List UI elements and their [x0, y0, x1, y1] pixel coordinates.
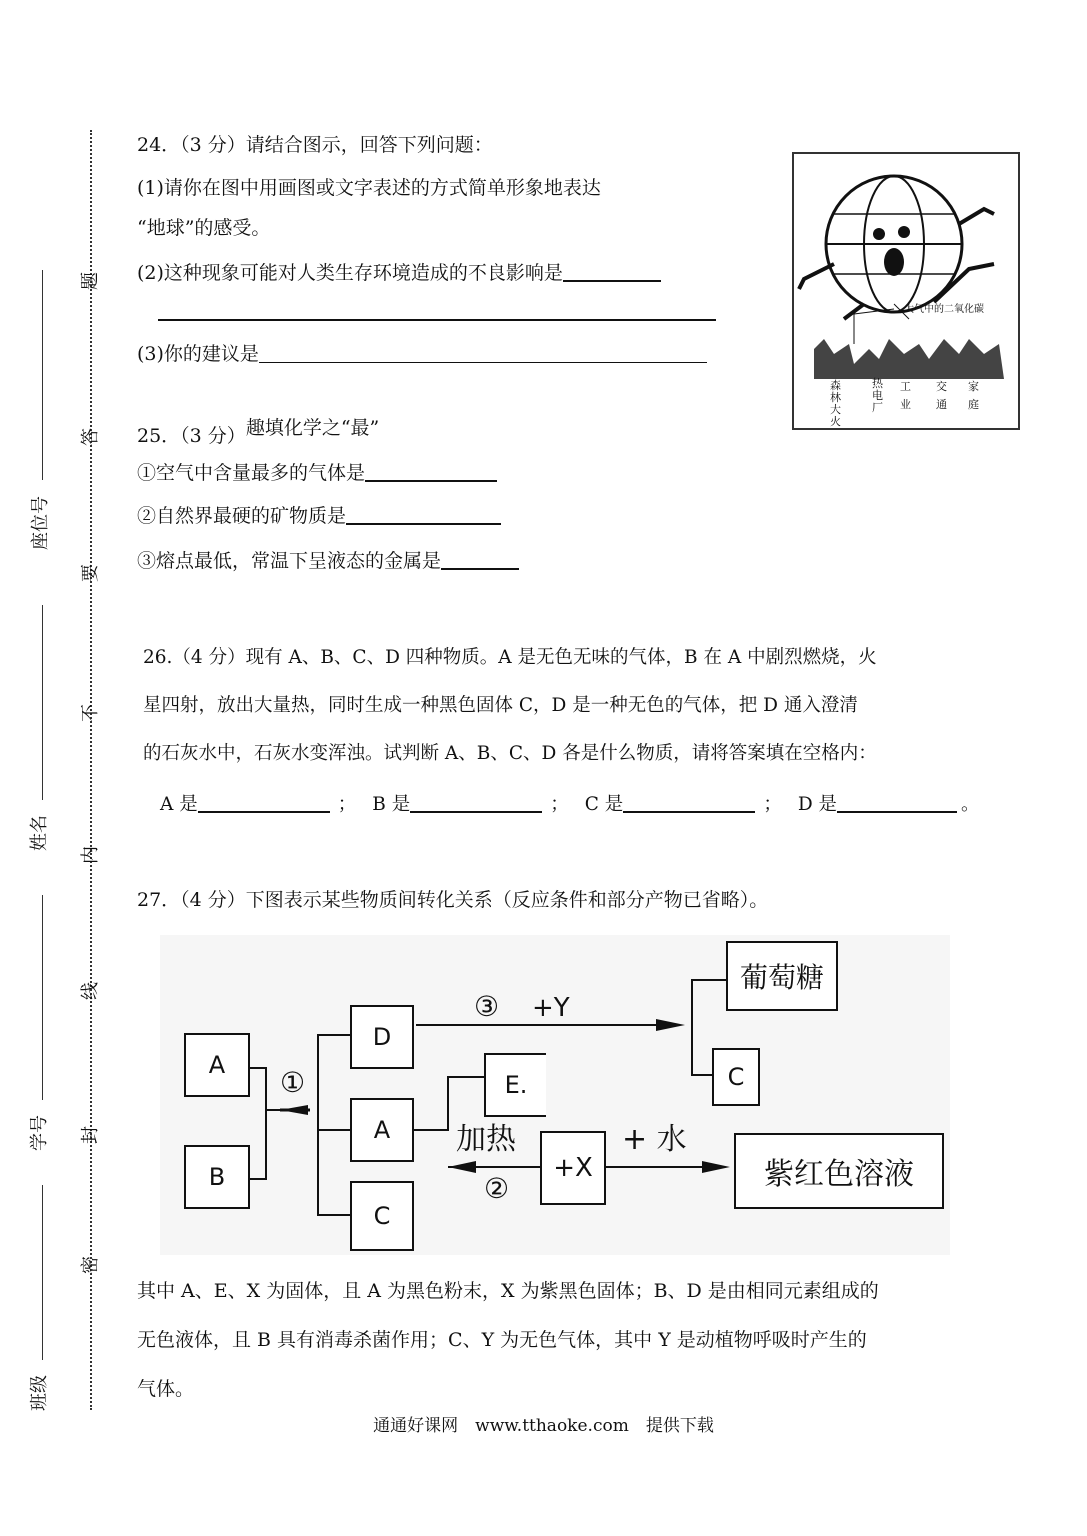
transformation-diagram — [160, 935, 950, 1255]
q24-line4-text: (3)你的建议是 — [137, 343, 259, 365]
q27-para1: 其中 A、E、X 为固体，且 A 为黑色粉末，X 为紫黑色固体；B、D 是由相同元素组成的 — [137, 1280, 879, 1302]
label-heating: 加热 — [456, 1122, 516, 1157]
q26-line3: 的石灰水中，石灰水变浑浊。试判断 A、B、C、D 各是什么物质，请将答案填在空格内： — [143, 743, 877, 764]
q25-answer-blank-1[interactable] — [365, 462, 497, 482]
seal-char: 不 — [80, 704, 101, 722]
student-id-label: 学号 — [29, 1115, 50, 1151]
label-step-2: ② — [484, 1172, 510, 1205]
q26-answer-b-blank[interactable] — [410, 793, 542, 813]
label-step-3: ③ — [474, 990, 500, 1023]
q26-line2: 星四射，放出大量热，同时生成一种黑色固体 C，D 是一种无色的气体，把 D 通入澄清 — [143, 695, 858, 716]
q27-header: 27．（4 分）下图表示某些物质间转化关系（反应条件和部分产物已省略）。 — [137, 889, 769, 911]
q26-answer-a-blank[interactable] — [198, 793, 330, 813]
q26-answer-b-label: B 是 — [372, 794, 411, 815]
q26-line1: 26.（4 分）现有 A、B、C、D 四种物质。A 是无色无味的气体，B 在 A 中剧烈燃烧，火 — [143, 647, 877, 668]
class-line — [42, 1185, 43, 1360]
q25-item-3 — [137, 550, 519, 571]
q24-answer-blank-2[interactable] — [158, 319, 716, 321]
separator: ； — [763, 794, 782, 815]
q24-line2: “地球”的感受。 — [137, 217, 271, 239]
student-id-line — [42, 895, 43, 1100]
box-c-product: C — [350, 1181, 414, 1251]
seal-char: 密 — [80, 1256, 101, 1274]
seal-char: 内 — [80, 846, 101, 864]
seal-char: 封 — [80, 1126, 101, 1144]
source-forest-fire: 森林大火 — [830, 379, 841, 429]
q25-item-1 — [137, 462, 497, 483]
label-plus-y: +Y — [532, 993, 570, 1023]
seal-char: 线 — [80, 982, 101, 1000]
q27-para2: 无色液体，且 B 具有消毒杀菌作用；C、Y 为无色气体，其中 Y 是动植物呼吸时产生的 — [137, 1329, 867, 1351]
seat-number-line — [42, 270, 43, 480]
box-c-result: C — [712, 1048, 760, 1106]
source-power-plant: 热电厂 — [872, 377, 883, 415]
co2-caption: 大气中的二氧化碳 — [904, 304, 984, 315]
box-d: D — [350, 1005, 414, 1069]
q24-answer-blank-3[interactable] — [259, 344, 707, 363]
q25-item-2 — [137, 505, 501, 526]
box-a-product: A — [350, 1098, 414, 1162]
q26-answer-c-blank[interactable] — [623, 793, 755, 813]
binding-dotted-line — [90, 130, 92, 1410]
box-b-reactant: B — [184, 1145, 250, 1209]
q26-answer-a-label: A 是 — [160, 794, 198, 815]
q24-line4 — [137, 344, 707, 364]
q24-answer-blank-1[interactable] — [563, 262, 661, 282]
q25-item-3-text: ③熔点最低，常温下呈液态的金属是 — [137, 550, 442, 572]
separator: ； — [550, 794, 569, 815]
label-step-1: ① — [280, 1066, 306, 1099]
footer-source: 通通好课网 www.tthaoke.com 提供下载 — [373, 1416, 714, 1436]
q25-answer-blank-3[interactable] — [441, 550, 519, 570]
q26-end: 。 — [961, 794, 980, 815]
box-glucose: 葡萄糖 — [726, 941, 838, 1011]
q25-number: 25．（3 分） — [137, 425, 246, 447]
seat-number-label: 座位号 — [30, 496, 51, 550]
q26-answer-d-label: D 是 — [797, 794, 838, 815]
source-traffic: 交通 — [936, 380, 947, 411]
seal-char: 要 — [80, 564, 101, 582]
box-a-reactant: A — [184, 1033, 250, 1097]
source-industry: 工业 — [900, 380, 911, 411]
seal-char: 题 — [80, 272, 101, 290]
q25-answer-blank-2[interactable] — [346, 505, 501, 525]
box-purple-solution: 紫红色溶液 — [734, 1133, 944, 1209]
earth-illustration — [792, 152, 1020, 430]
q26-answer-d-blank[interactable] — [837, 793, 957, 813]
source-household: 家庭 — [968, 380, 979, 411]
q25-header — [137, 417, 380, 447]
box-e: E. — [484, 1053, 546, 1117]
q24-line3-text: (2)这种现象可能对人类生存环境造成的不良影响是 — [137, 262, 563, 284]
q27-para3: 气体。 — [137, 1378, 195, 1400]
name-label: 姓名 — [29, 815, 50, 851]
box-x: +X — [540, 1131, 606, 1205]
seal-char: 答 — [80, 428, 101, 446]
q24-header: 24．（3 分）请结合图示，回答下列问题： — [137, 134, 493, 156]
q26-answers — [160, 793, 980, 815]
q25-title: 趣填化学之“最” — [245, 417, 380, 439]
q24-line1 — [137, 179, 601, 198]
name-line — [42, 605, 43, 800]
class-label: 班级 — [29, 1375, 50, 1411]
separator: ； — [337, 794, 357, 815]
label-plus-water: + 水 — [622, 1122, 687, 1157]
q26-answer-c-label: C 是 — [584, 794, 624, 815]
q25-item-2-text: ②自然界最硬的矿物质是 — [137, 505, 347, 527]
q25-item-1-text: ①空气中含量最多的气体是 — [137, 462, 366, 484]
q24-line3 — [137, 262, 661, 283]
q24-line1-text: (1)请你在图中用画图或文字表述的方式简单形象地表达 — [137, 177, 601, 199]
